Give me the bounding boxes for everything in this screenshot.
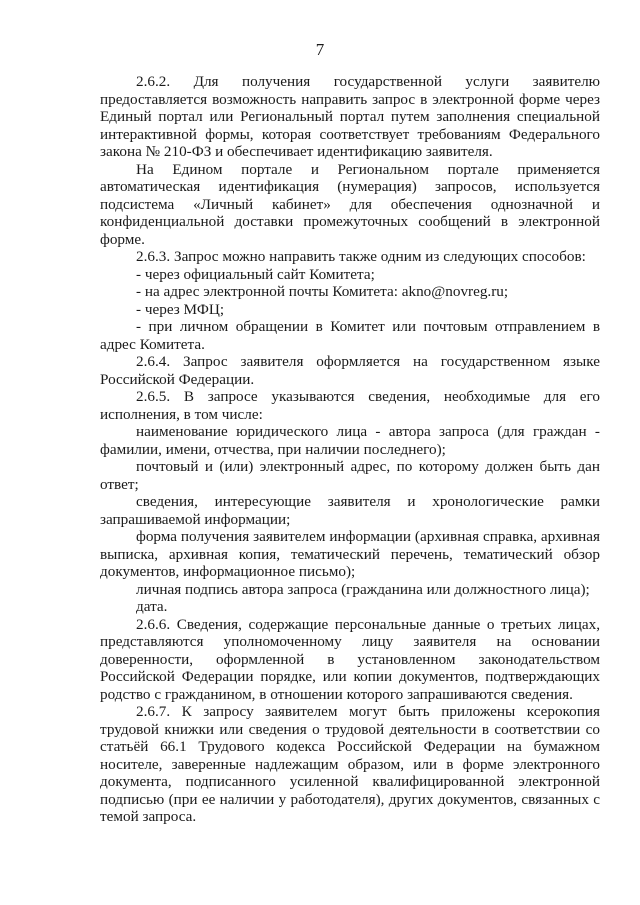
list-item-personal-or-mail: - при личном обращении в Комитет или почтовым отправлением в адрес Комитета. [100, 318, 600, 353]
list-item-delivery-form: форма получения заявителем информации (архивная справка, архивная выписка, архивная копия, тематический перечень, тематический обзор документов, информационное письмо); [100, 528, 600, 580]
paragraph-2-6-3: 2.6.3. Запрос можно направить также одним из следующих способов: [136, 248, 586, 265]
list-item-signature: личная подпись автора запроса (гражданина или должностного лица); [136, 580, 590, 598]
paragraph-portal-identification: На Едином портале и Региональном портале применяется автоматическая идентификация (нумерация) запросов, используется подсистема «Личный кабинет» для обеспечения однозначной и конфиденциальной доставки промежуточных сообщений в электронной форме. [100, 160, 600, 248]
list-item-information-scope: сведения, интересующие заявителя и хронологические рамки запрашиваемой информации; [100, 493, 600, 528]
list-item-date: дата. [136, 598, 168, 615]
paragraph-2-6-5: 2.6.5. В запросе указываются сведения, необходимые для его исполнения, в том числе: [100, 388, 600, 423]
paragraph-2-6-7: 2.6.7. К запросу заявителем могут быть приложены ксерокопия трудовой книжки или сведения о трудовой деятельности в соответствии со статьёй 66.1 Трудового кодекса Российской Федерации на бумажном носителе, заверенные надлежащим образом, или в форме электронного документа, подписанного усиленной квалифицированной электронной подписью (при ее наличии у работодателя), других документов, связанных с темой запроса. [100, 703, 600, 825]
list-item-address: почтовый и (или) электронный адрес, по которому должен быть дан ответ; [100, 458, 600, 493]
paragraph-2-6-6: 2.6.6. Сведения, содержащие персональные данные о третьих лицах, представляются уполномоченному лицу заявителя на основании доверенности, оформленной в установленном законодательством Российской Федерации порядке, или копии документов, подтверждающих родство с гражданином, в отношении которого запрашиваются сведения. [100, 615, 600, 703]
list-item-email: - на адрес электронной почты Комитета: akno@novreg.ru; [136, 283, 509, 300]
paragraph-2-6-4: 2.6.4. Запрос заявителя оформляется на государственном языке Российской Федерации. [100, 353, 600, 388]
list-item-website: - через официальный сайт Комитета; [136, 265, 375, 283]
list-item-legal-entity-name: наименование юридического лица - автора запроса (для граждан - фамилии, имени, отчества, при наличии последнего); [100, 423, 600, 458]
page-number: 7 [315, 40, 325, 59]
paragraph-2-6-2: 2.6.2. Для получения государственной услуги заявителю предоставляется возможность направить запрос в электронной форме через Единый портал или Региональный портал путем заполнения специальной интерактивной формы, которая соответствует требованиям Федерального закона № 210-ФЗ и обеспечивает идентификацию заявителя. [100, 73, 600, 160]
list-item-mfc: - через МФЦ; [136, 300, 225, 318]
document-body [100, 73, 600, 826]
